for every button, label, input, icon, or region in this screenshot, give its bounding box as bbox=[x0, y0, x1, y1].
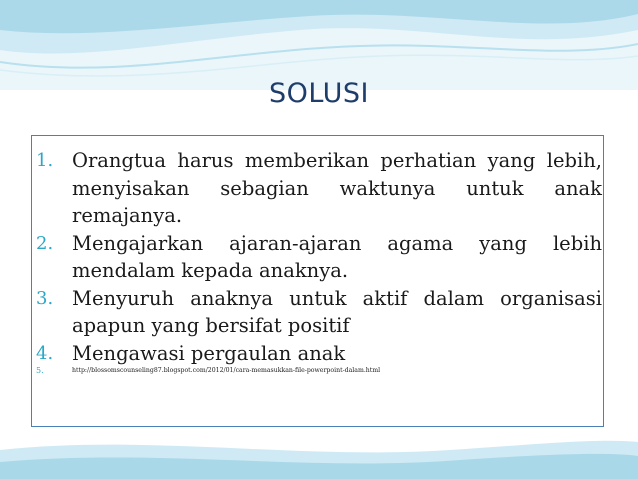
list-item-number: 1. bbox=[36, 150, 54, 171]
solution-list bbox=[36, 147, 602, 377]
list-item bbox=[36, 230, 602, 285]
list-item bbox=[36, 285, 602, 340]
list-item bbox=[36, 147, 602, 230]
bottom-wave-decoration bbox=[0, 430, 638, 479]
source-url-link[interactable]: http://blossomscounseling87.blogspot.com/2012/01/cara-memasukkan-file-powerpoint-dalam.html bbox=[72, 367, 381, 374]
top-wave-decoration bbox=[0, 0, 638, 90]
list-item bbox=[36, 340, 602, 368]
list-item-number: 3. bbox=[36, 287, 54, 309]
list-item-text: Menyuruh anaknya untuk aktif dalam organisasi apapun yang bersifat positif bbox=[72, 286, 602, 337]
list-item-text: Mengawasi pergaulan anak bbox=[72, 341, 346, 365]
list-item-number: 4. bbox=[36, 342, 54, 364]
list-item-text: Orangtua harus memberikan perhatian yang lebih, menyisakan sebagian waktunya untuk anak remajanya. bbox=[72, 149, 602, 227]
list-item-number: 2. bbox=[36, 232, 54, 254]
source-bullet: 5. bbox=[36, 366, 44, 375]
slide-title: SOLUSI bbox=[269, 78, 369, 109]
list-item-text: Mengajarkan ajaran-ajaran agama yang lebih mendalam kepada anaknya. bbox=[72, 231, 602, 282]
